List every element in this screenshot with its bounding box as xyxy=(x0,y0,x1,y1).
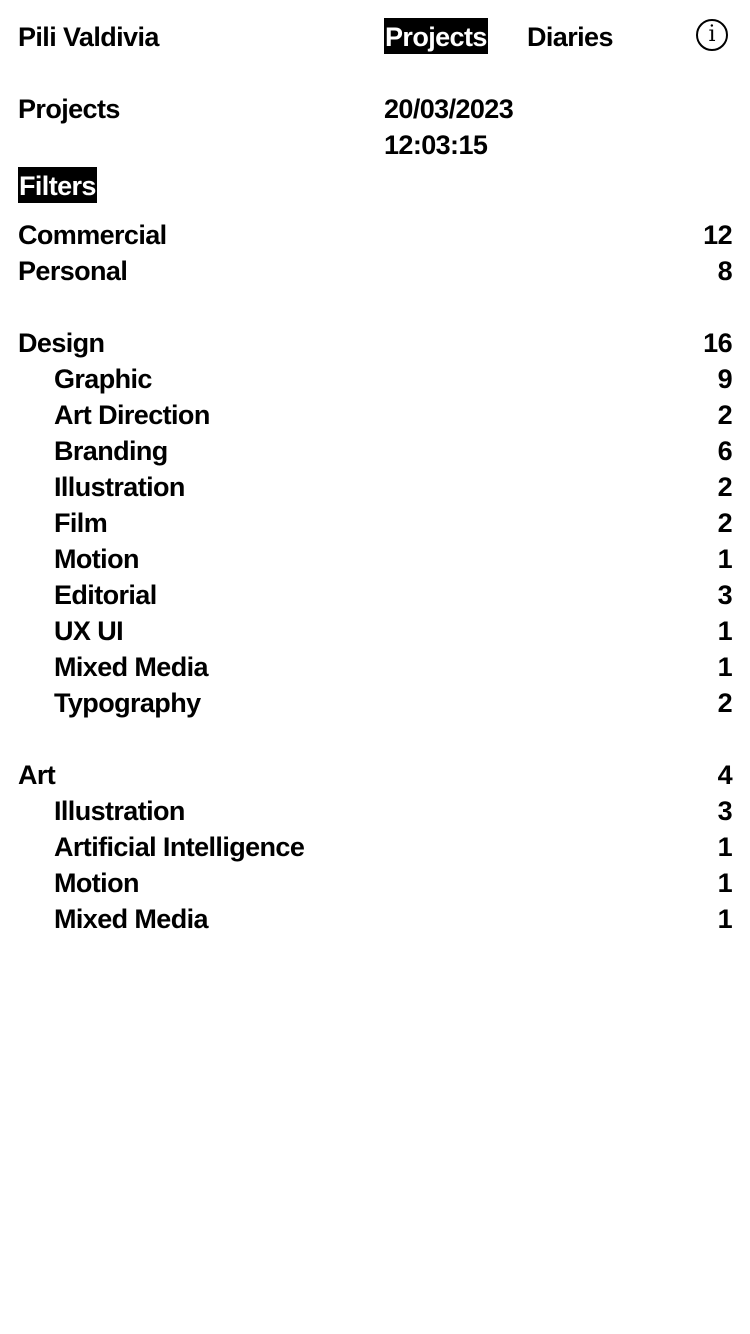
filter-count: 6 xyxy=(717,436,732,466)
info-icon: i xyxy=(708,22,716,47)
filter-count: 2 xyxy=(717,472,732,502)
filter-label: Editorial xyxy=(54,580,157,610)
filter-design-ux-ui[interactable] xyxy=(18,613,732,649)
info-button[interactable] xyxy=(696,19,728,51)
filter-label: Mixed Media xyxy=(54,652,208,682)
filter-count: 2 xyxy=(717,400,732,430)
filter-label: UX UI xyxy=(54,616,124,646)
spacer xyxy=(18,721,732,757)
filter-count: 2 xyxy=(717,688,732,718)
filter-design-typography[interactable] xyxy=(18,685,732,721)
site-name[interactable]: Pili Valdivia xyxy=(18,22,159,52)
nav-projects-link[interactable]: Projects xyxy=(384,18,488,54)
filter-label: Personal xyxy=(18,256,128,286)
time-display: 12:03:15 xyxy=(384,130,488,160)
filter-art-artificial-intelligence[interactable] xyxy=(18,829,732,865)
filter-label: Branding xyxy=(54,436,168,466)
filter-design-illustration[interactable] xyxy=(18,469,732,505)
filter-label: Artificial Intelligence xyxy=(54,832,305,862)
filter-count: 1 xyxy=(717,544,732,574)
filter-count: 1 xyxy=(717,616,732,646)
filter-label: Art Direction xyxy=(54,400,210,430)
filter-label: Mixed Media xyxy=(54,904,208,934)
filter-count: 4 xyxy=(717,760,732,790)
filter-design-art-direction[interactable] xyxy=(18,397,732,433)
filter-count: 3 xyxy=(717,796,732,826)
filter-design-editorial[interactable] xyxy=(18,577,732,613)
filter-design-motion[interactable] xyxy=(18,541,732,577)
filter-label: Illustration xyxy=(54,796,185,826)
filter-count: 16 xyxy=(703,328,732,358)
filter-art[interactable] xyxy=(18,757,732,793)
filter-label: Illustration xyxy=(54,472,185,502)
filter-label: Design xyxy=(18,328,105,358)
filter-design-film[interactable] xyxy=(18,505,732,541)
filter-label: Motion xyxy=(54,868,139,898)
filter-count: 1 xyxy=(717,868,732,898)
filter-personal[interactable] xyxy=(18,253,732,289)
filter-count: 1 xyxy=(717,652,732,682)
filter-art-mixed-media[interactable] xyxy=(18,901,732,937)
filter-count: 3 xyxy=(717,580,732,610)
filter-design[interactable] xyxy=(18,325,732,361)
date-display: 20/03/2023 xyxy=(384,94,514,124)
filter-count: 9 xyxy=(717,364,732,394)
filter-label: Typography xyxy=(54,688,201,718)
filter-art-motion[interactable] xyxy=(18,865,732,901)
filter-commercial[interactable] xyxy=(18,217,732,253)
filters-toggle[interactable]: Filters xyxy=(18,167,97,203)
filter-design-graphic[interactable] xyxy=(18,361,732,397)
filter-label: Motion xyxy=(54,544,139,574)
filter-count: 1 xyxy=(717,832,732,862)
filter-design-branding[interactable] xyxy=(18,433,732,469)
filter-label: Art xyxy=(18,760,56,790)
filter-list xyxy=(18,217,732,937)
filter-design-mixed-media[interactable] xyxy=(18,649,732,685)
filter-label: Graphic xyxy=(54,364,152,394)
filter-count: 1 xyxy=(717,904,732,934)
filter-count: 8 xyxy=(717,256,732,286)
filter-label: Film xyxy=(54,508,108,538)
filter-label: Commercial xyxy=(18,220,167,250)
filter-count: 12 xyxy=(703,220,732,250)
filter-count: 2 xyxy=(717,508,732,538)
nav-diaries-link[interactable]: Diaries xyxy=(527,22,613,52)
filter-art-illustration[interactable] xyxy=(18,793,732,829)
page-title: Projects xyxy=(18,94,120,124)
spacer xyxy=(18,289,732,325)
